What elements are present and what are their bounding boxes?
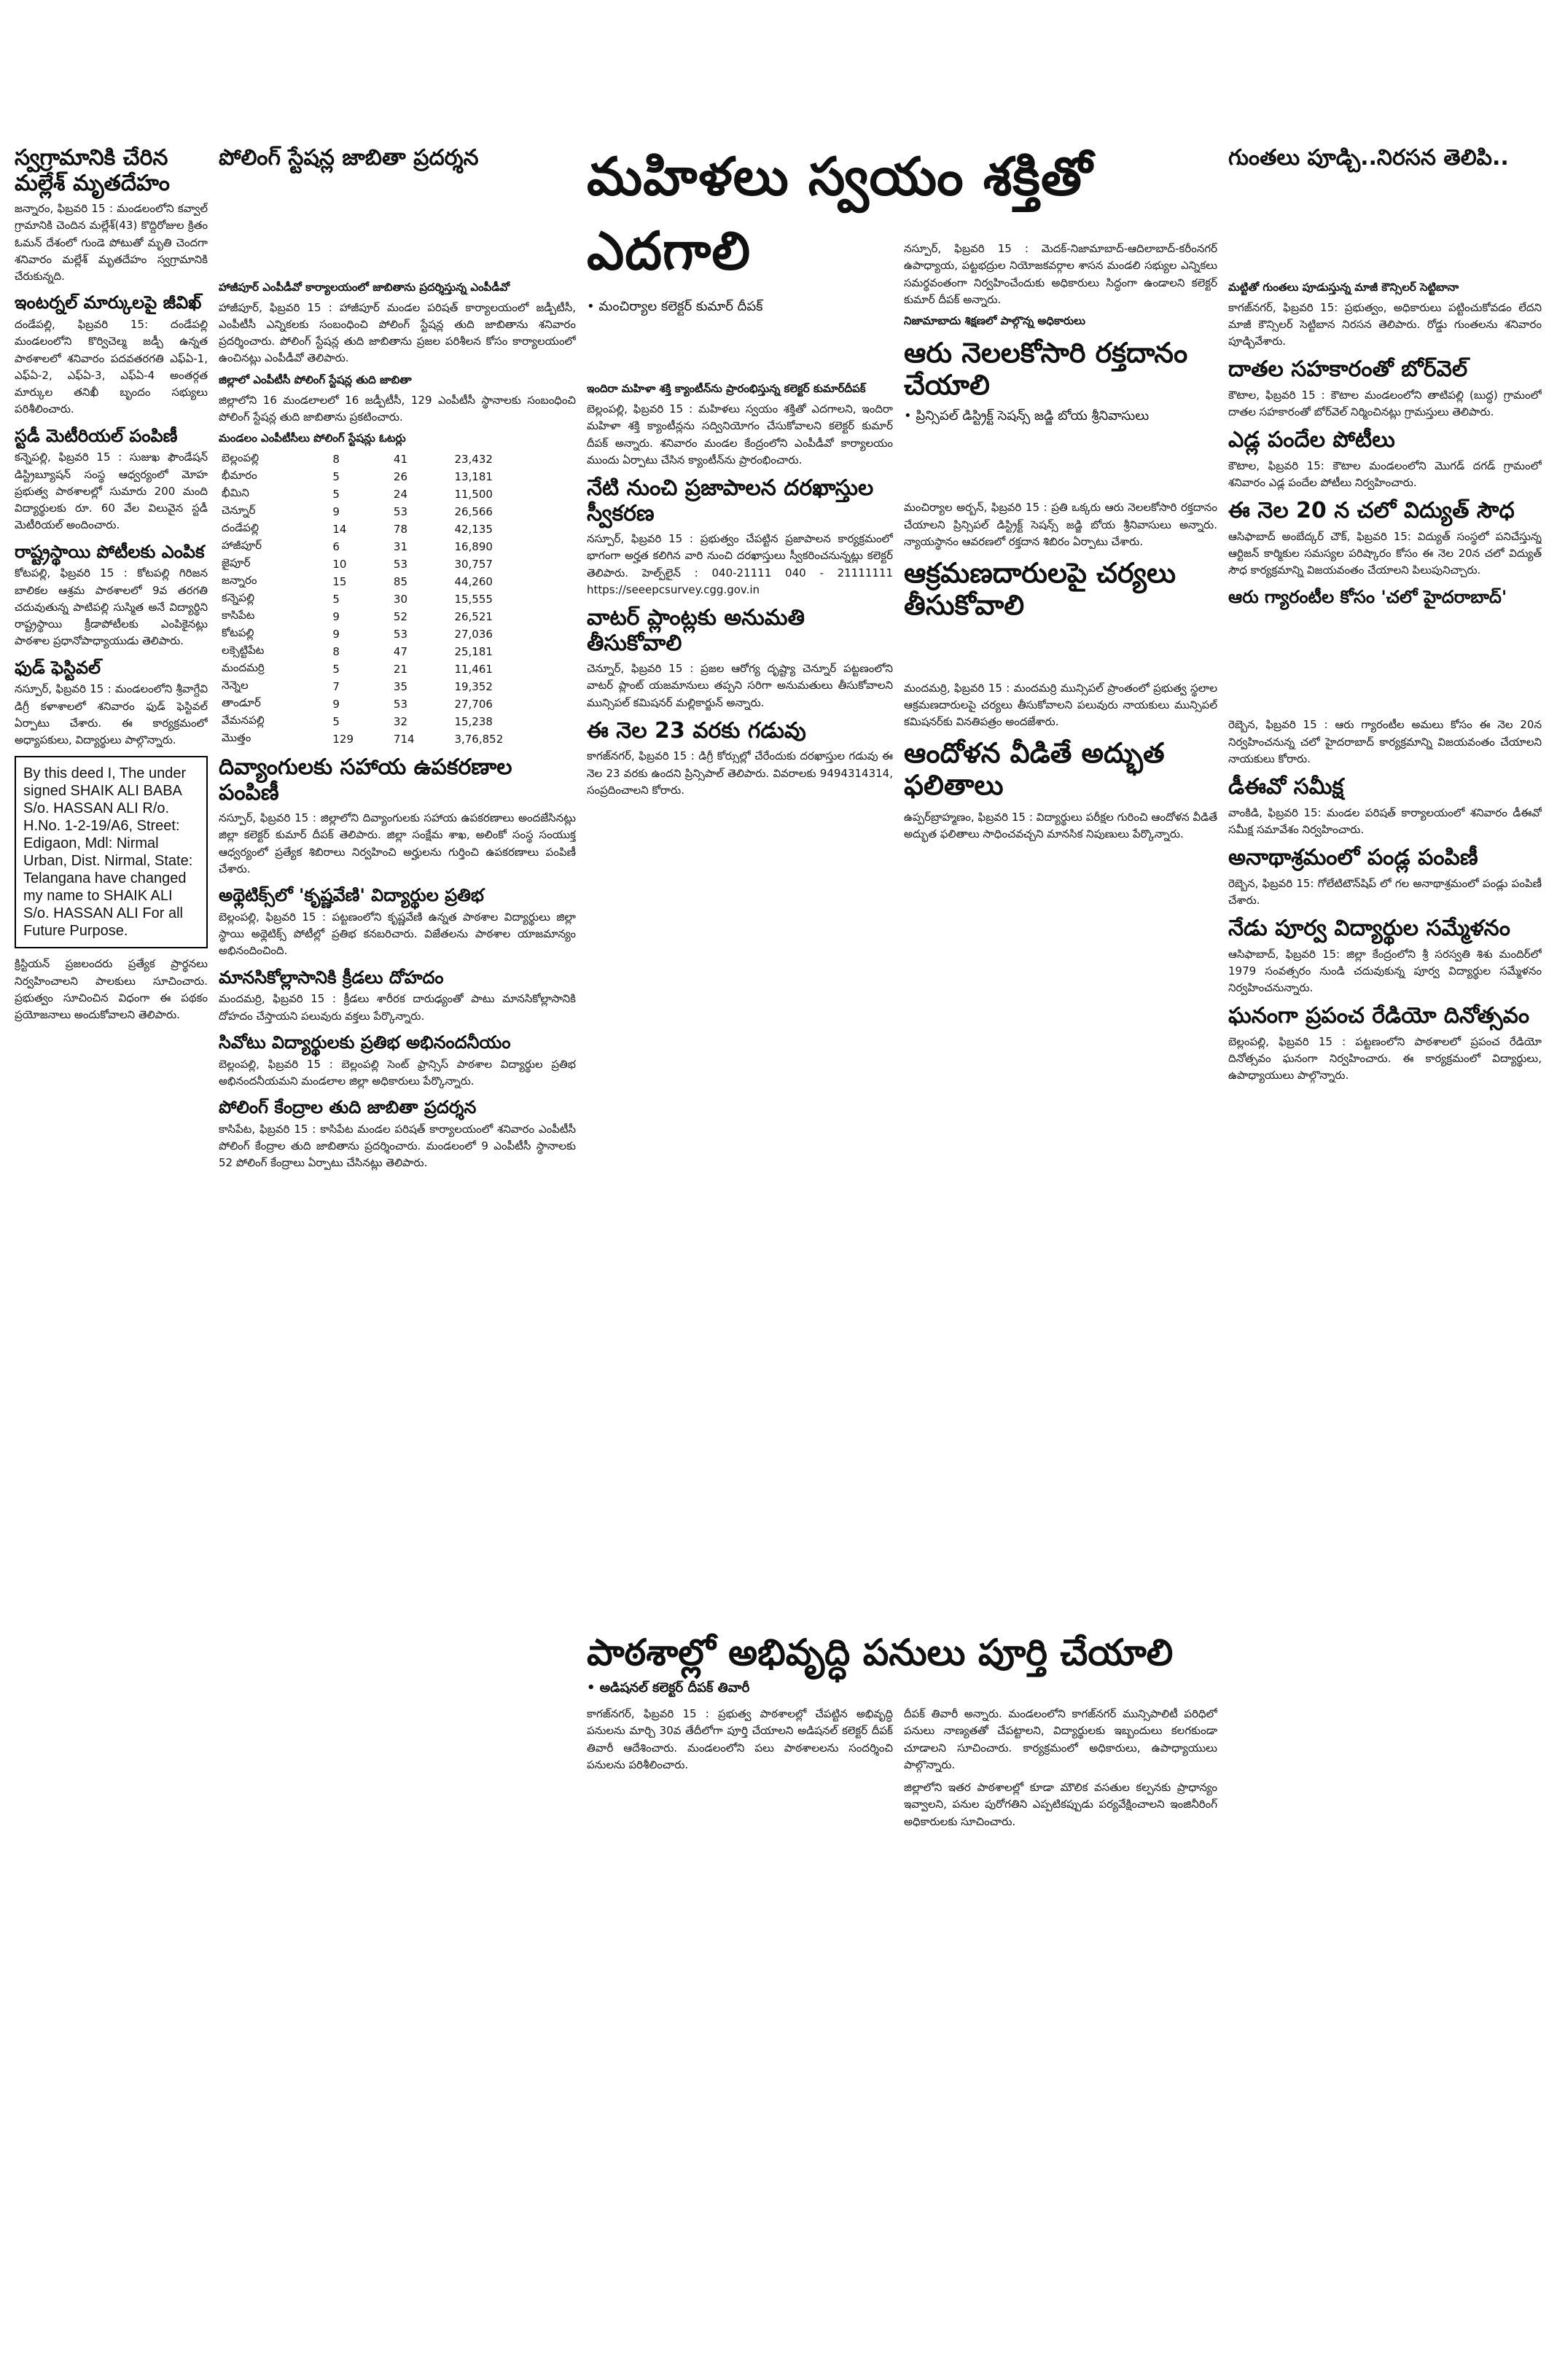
article-text: నస్పూర్, ఫిబ్రవరి 15 : ప్రభుత్వం చేపట్టిన ప్రజాపాలన కార్యక్రమంలో భాగంగా అర్హత కలిగిన వారి నుంచి దరఖాస్తులు స్వీకరించనున్నట్లు కలెక్టర్ తెలిపారు. హెల్ప్‌లైన్ : 040-21111 040 - 21111111 https://seeepcsurvey.cgg.gov.in [587,532,893,596]
lead-byline: • మంచిర్యాల కలెక్టర్ కుమార్ దీపక్ [587,299,763,314]
table-cell: 13,181 [454,470,493,483]
article-text: కాగజ్‌నగర్, ఫిబ్రవరి 15 : ప్రభుత్వ పాఠశాలల్లో చేపట్టిన అభివృద్ధి పనులను మార్చి 30వ తేదీలోగా పూర్తి చేయాలని అడిషనల్ కలెక్టర్ దీపక్ తివారీ ఆదేశించారు. మండలంలోని పలు పాఠశాలలను సందర్శించి పనులను పరిశీలించారు. [587,1707,893,1771]
table-cell: 9 [332,610,340,623]
article-text: దండేపల్లి, ఫిబ్రవరి 15: దండేపల్లి మండలంలోని కొర్విచెల్మ జడ్పీ ఉన్నత పాఠశాలలో శనివారం పదవతరగతి ఎఫ్ఏ-1, ఎఫ్ఏ-2, ఎఫ్ఏ-3, ఎఫ్ఏ-4 అంతర్గత మార్కుల తనిఖీ బృందం సభ్యులు పరిశీలించారు. [15,318,208,416]
headline-orphanage: అనాథాశ్రమంలో పండ్ల పంపిణీ [1228,845,1478,871]
table-cell: 26,521 [454,610,493,623]
article-text: క్రిస్టియన్ ప్రజలందరు ప్రత్యేక ప్రార్థనలు నిర్వహించాలని పాలకులు సూచించారు. ప్రభుత్వం సూచించిన విధంగా ఈ పథకం ప్రయోజనాలు అందుకోవాలని తెలిపారు. [15,957,208,1022]
article-text: బెల్లంపల్లి, ఫిబ్రవరి 15 : బెల్లంపల్లి సెంట్ ఫ్రాన్సిస్ పాఠశాల విద్యార్థుల ప్రతిభ అభినందనీయమని మండలాల జిల్లా అధికారులు పేర్కొన్నారు. [219,1057,576,1088]
table-cell: 27,036 [454,628,493,641]
table-row [219,590,576,608]
name-change-notice: By this deed I, The under signed SHAIK ALI BABA S/o. HASSAN ALI R/o. H.No. 1-2-19/A6, Street: Edigaon, Mdl: Nirmal Urban, Dist. Nirmal, State: Telangana have changed my name to SHAIK ALI S/o. HASSAN ALI For all Future Purpose. [15,756,208,948]
article-text: కన్నెపల్లి, ఫిబ్రవరి 15 : సుజుఖ ఫౌండేషన్ డిస్ట్రిబ్యూషన్ సంస్థ ఆధ్వర్యంలో మోహ ప్రభుత్వ పాఠశాలల్లో సుమారు 200 మంది విద్యార్థులకు రూ. 60 వేల విలువైన స్టడీ మెటీరియల్ అందించారు. [15,450,208,532]
table-row [219,730,576,748]
table-cell: 9 [332,505,340,518]
table-row [219,520,576,538]
table-cell: 53 [393,505,408,518]
table-cell: 129 [332,733,354,746]
table-cell: జన్నారం [222,574,257,587]
headline-vidyut-soudha: ఈ నెల 20 న చలో విద్యుత్ సౌధ [1228,498,1515,524]
article-text: జన్నారం, ఫిబ్రవరి 15 : మండలంలోని కవ్వాల్ గ్రామానికి చెందిన మల్లేశ్(43) కొద్దిరోజుల క్రితం ఓమన్ దేశంలో గుండె పోటుతో మృతి చెందగా శనివారం మల్లేశ్ మృతదేహం స్వగ్రామానికి చేరుకున్నది. [15,202,208,283]
article-text: బెల్లంపల్లి, ఫిబ్రవరి 15 : పట్టణంలోని పాఠశాలలో ప్రపంచ రేడియో దినోత్సవం ఘనంగా నిర్వహించారు. ఈ కార్యక్రమంలో విద్యార్థులు, ఉపాధ్యాయులు పాల్గొన్నారు. [1228,1034,1542,1082]
table-cell: 41 [393,453,408,466]
table-cell: 30 [393,593,408,606]
table-cell: 26,566 [454,505,493,518]
table-row [219,608,576,625]
article-text: మంచిర్యాల అర్బన్, ఫిబ్రవరి 15 : ప్రతి ఒక్కరు ఆరు నెలలకోసారి రక్తదానం చేయాలని ప్రిన్సిపల్ డిస్ట్రిక్ట్ సెషన్స్ జడ్జి బోయ శ్రీనివాసులు అన్నారు. న్యాయస్థానం ఆవరణలో రక్తదాన శిబిరం ఏర్పాటు చేశారు. [904,501,1217,548]
table-row [219,450,576,468]
table-cell: కోటపల్లి [222,626,254,639]
headline-radio-day: ఘనంగా ప్రపంచ రేడియో దినోత్సవం [1228,1003,1530,1029]
table-row [219,643,576,660]
headline-borewell: దాతల సహకారంతో బోర్‌వెల్ [1228,356,1468,383]
article-text: కాసిపేట, ఫిబ్రవరి 15 : కాసిపేట మండల పరిషత్ కార్యాలయంలో శనివారం ఎంపీటీసీ పోలింగ్ కేంద్రాల తుది జాబితాను ప్రదర్శించారు. మండలంలో 9 ఎంపీటీసీ స్థానాలకు 52 పోలింగ్ కేంద్రాలు ఏర్పాటు చేసినట్లు తెలిపారు. [219,1122,576,1170]
table-cell: 9 [332,698,340,711]
table-cell: 8 [332,453,340,466]
headline-blood-donation: ఆరు నెలలకోసారి రక్తదానం చేయాలి [904,337,1188,401]
table-cell: చెన్నూర్ [222,504,256,517]
table-cell: నెన్నెల [222,679,249,692]
article-text: మందమర్రి, ఫిబ్రవరి 15 : మందమర్రి మున్సిపల్ ప్రాంతంలో ప్రభుత్వ స్థలాల ఆక్రమణదారులపై చర్యలు తీసుకోవాలని పలువురు నాయకులు మున్సిపల్ కమిషనర్‌కు వినతిపత్రం అందజేశారు. [904,681,1217,728]
table-cell: దండేపల్లి [222,521,259,534]
table-cell: 3,76,852 [454,733,504,746]
headline-encroachers: ఆక్రమణదారులపై చర్యలు తీసుకోవాలి [904,557,1176,621]
table-cell: తాండూర్ [222,696,261,709]
article-text: బెల్లంపల్లి, ఫిబ్రవరి 15 : మహిళలు స్వయం శక్తితో ఎదగాలని, ఇందిరా మహిళా శక్తి క్యాంటీన్లను సద్వినియోగం చేసుకోవాలని కలెక్టర్ కుమార్ దీపక్ అన్నారు. శనివారం మండల కేంద్రంలోని ఎంపీడీవో కార్యాలయం ముందు ఏర్పాటు చేసిన క్యాంటీన్‌ను ప్రారంభించారు. [587,402,893,467]
table-cell: 8 [332,645,340,658]
headline-polling-final-list: పోలింగ్ కేంద్రాల తుది జాబితా ప్రదర్శన [219,1097,477,1118]
table-cell: 53 [393,628,408,641]
table-row [219,660,576,678]
headline-chalo-hyderabad: ఆరు గ్యారంటీల కోసం 'చలో హైదరాబాద్' [1228,586,1507,607]
headline-sports: మానసికోల్లాసానికి క్రీడలు దోహదం [219,967,444,988]
table-cell: బెల్లంపల్లి [222,451,260,464]
table-cell: 5 [332,593,340,606]
column-5 [1228,138,1542,2358]
headline-students-talent: సివోటు విద్యార్థులకు ప్రతిభ అభినందనీయం [219,1031,511,1053]
table-cell: జైపూర్ [222,556,251,569]
table-cell: 25,181 [454,645,493,658]
headline-polling-stations: పోలింగ్ స్టేషన్ల జాబితా ప్రదర్శన [219,145,479,171]
table-header: మండలం ఎంపీటీసీలు పోలింగ్ స్టేషన్లు ఓటర్లు [219,432,406,445]
table-cell: 5 [332,488,340,501]
photo-caption: మట్టితో గుంతలు పూడుస్తున్న మాజీ కౌన్సిలర్ సెట్టిబానా [1228,280,1459,294]
table-cell: 31 [393,540,408,553]
article-text: నస్పూర్, ఫిబ్రవరి 15 : జిల్లాలోని దివ్యాంగులకు సహాయ ఉపకరణాలు అందజేసినట్లు జిల్లా కలెక్టర్ కుమార్ దీపక్ తెలిపారు. జిల్లా సంక్షేమ శాఖ, అలింకో సంస్థ సంయుక్త ఆధ్వర్యంలో ప్రత్యేక శిబిరాలు నిర్వహించి అర్హులను గుర్తించి ఉపకరణాలు పంపిణీ చేశారు. [219,811,576,875]
wide-story [587,1626,1221,1698]
lead-headline: మహిళలు స్వయం శక్తితో ఎదగాలి [587,146,1093,281]
table-row [219,503,576,520]
table-cell: వేమనపల్లి [222,714,265,727]
wide-story-col-b [904,1706,1217,2358]
table-cell: 27,706 [454,698,493,711]
table-row [219,573,576,590]
headline-bull-race: ఎడ్ల పందేల పోటీలు [1228,427,1395,453]
article-text: కోటపల్లి, ఫిబ్రవరి 15 : కోటపల్లి గిరిజన బాలికల ఆశ్రమ పాఠశాలలో 9వ తరగతి చదువుతున్న పాటిపల్లి సుస్మిత అనే విద్యార్థిని రాష్ట్రస్థాయి క్రీడాపోటీలకు ఎంపికైనట్లు పాఠశాల ప్రధానోపాధ్యాయుడు తెలిపారు. [15,566,208,648]
table-cell: 11,500 [454,488,493,501]
photo-caption: నిజామాబాదు శిక్షణలో పాల్గొన్న అధికారులు [904,314,1085,327]
table-row [219,713,576,730]
table-cell: 10 [332,558,347,571]
table-cell: 15,555 [454,593,493,606]
article-text: చెన్నూర్, ఫిబ్రవరి 15 : ప్రజల ఆరోగ్య దృష్ట్యా చెన్నూర్ పట్టణంలోని వాటర్ ప్లాంట్ యజమానులు తప్పని సరిగా అనుమతులు తీసుకోవాలని మున్సిపల్ కమిషనర్ మల్లికార్జున్ అన్నారు. [587,662,893,709]
table-cell: 14 [332,523,347,536]
table-cell: 7 [332,680,340,693]
table-cell: భీమారం [222,469,257,482]
table-row [219,468,576,485]
article-text: కౌటాల, ఫిబ్రవరి 15: కౌటాల మండలంలోని మొగడ్ దగడ్ గ్రామంలో శనివారం ఎడ్ల పందేల పోటీలు నిర్వహించారు. [1228,459,1542,489]
table-cell: 5 [332,715,340,728]
photo-caption: హాజీపూర్ ఎంపీడీవో కార్యాలయంలో జాబితాను ప్రదర్శిస్తున్న ఎంపీడీవో [219,280,510,294]
column-1 [15,138,208,2358]
table-row [219,555,576,573]
table-cell: 24 [393,488,408,501]
table-cell: హాజీపూర్ [222,539,262,552]
headline-disabled-aids: దివ్యాంగులకు సహాయ ఉపకరణాల పంపిణీ [219,754,512,805]
headline-study-material: స్టడీ మెటీరియల్ పంపిణీ [15,425,178,446]
table-row [219,678,576,695]
headline-anxiety: ఆందోళన వీడితే అద్భుత ఫలితాలు [904,737,1165,801]
wide-byline: • అడిషనల్ కలెక్టర్ దీపక్ తివారీ [587,1680,750,1696]
table-cell: 6 [332,540,340,553]
table-cell: 78 [393,523,408,536]
headline-food-festival: ఫుడ్ ఫెస్టివల్ [15,657,101,678]
table-cell: 53 [393,698,408,711]
column-2 [219,138,576,2358]
table-cell: కన్నెపల్లి [222,591,254,604]
table-cell: 30,757 [454,558,493,571]
table-cell: లక్సెట్టిపేట [222,644,265,657]
table-cell: 23,432 [454,453,493,466]
article-text: వాంకిడి, ఫిబ్రవరి 15: మండల పరిషత్ కార్యాలయంలో శనివారం డీఈవో సమీక్ష సమావేశం నిర్వహించారు. [1228,805,1542,836]
table-cell: 5 [332,470,340,483]
table-cell: మొత్తం [222,731,251,744]
table-cell: 35 [393,680,408,693]
table-cell: 53 [393,558,408,571]
article-text: కాగజ్‌నగర్, ఫిబ్రవరి 15 : డిగ్రీ కోర్సుల్లో చేరేందుకు దరఖాస్తుల గడువు ఈ నెల 23 వరకు ఉందని ప్రిన్సిపాల్ తెలిపారు. వివరాలకు 9494314314, సంప్రదించాలని కోరారు. [587,749,893,797]
table-cell: 85 [393,575,408,588]
polling-station-table [219,450,576,748]
table-cell: 42,135 [454,523,493,536]
headline-state-level: రాష్ట్రస్థాయి పోటీలకు ఎంపిక [15,541,205,562]
table-cell: 11,461 [454,663,493,676]
table-caption: జిల్లాలో ఎంపీటీసీ పోలింగ్ స్టేషన్ల తుది జాబితా [219,372,412,386]
table-cell: 26 [393,470,408,483]
headline-deadline: ఈ నెల 23 వరకు గడువు [587,717,806,744]
headline-internal-marks: ఇంటర్నల్ మార్కులపై జీవిఖ్ [15,292,202,313]
table-row [219,538,576,555]
wide-story-col-a [587,1706,893,2358]
article-text: హాజీపూర్, ఫిబ్రవరి 15 : హాజీపూర్ మండల పరిషత్ కార్యాలయంలో జడ్పీటీసీ, ఎంపీటీసీ ఎన్నికలకు సంబంధించి పోలింగ్ స్టేషన్ల తుది జాబితాను శనివారం ప్రదర్శించారు. పోలింగ్ స్టేషన్ల తుది జాబితాను ప్రజల పరిశీలన కోసం కార్యాలయంలో ఉంచినట్లు ఎంపీడీవో తెలిపారు. [219,300,576,365]
table-cell: మందమర్రి [222,661,265,674]
article-text: నస్పూర్, ఫిబ్రవరి 15 : మెదక్-నిజామాబాద్-ఆదిలాబాద్-కరీంనగర్ ఉపాధ్యాయ, పట్టభద్రుల నియోజకవర్గాల శాసన మండలి సభ్యుల ఎన్నికలు సమర్థవంతంగా నిర్వహించేందుకు అధికారులు సిద్ధంగా ఉండాలని కలెక్టర్ కుమార్ దీపక్ అన్నారు. [904,242,1217,306]
headline-alumni-meet: నేడు పూర్వ విద్యార్థుల సమ్మేళనం [1228,916,1510,942]
headline-deo-review: డీఈవో సమీక్ష [1228,774,1344,800]
article-text: ఆసిఫాబాద్, ఫిబ్రవరి 15: జిల్లా కేంద్రంలోని శ్రీ సరస్వతి శిశు మందిర్‌లో 1979 సంవత్సరం నుండి చదువుకున్న పూర్వ విద్యార్థుల సమ్మేళనం నిర్వహించనున్నారు. [1228,947,1542,995]
headline-school-development: పాఠశాల్లో అభివృద్ధి పనులు పూర్తి చేయాలి [587,1631,1174,1674]
table-cell: 44,260 [454,575,493,588]
table-cell: 47 [393,645,408,658]
article-text: జిల్లాలోని 16 మండలాలలో 16 జడ్పీటీసీ, 129 ఎంపీటీసీ స్థానాలకు సంబంధించి పోలింగ్ స్టేషన్ల తుది జాబితాను ప్రకటించారు. [219,393,576,424]
article-text: బెల్లంపల్లి, ఫిబ్రవరి 15 : పట్టణంలోని కృష్ణవేణి ఉన్నత పాఠశాల విద్యార్థులు జిల్లా స్థాయి అథ్లెటిక్స్ పోటీల్లో ప్రతిభ కనబరిచారు. విజేతలను పాఠశాల యాజమాన్యం అభినందించింది. [219,910,576,958]
headline-athletics: అథ్లెటిక్స్‌లో 'కృష్ణవేణి' విద్యార్థుల ప్రతిభ [219,885,484,905]
headline-water-plants: వాటర్ ప్లాంట్లకు అనుమతి తీసుకోవాలి [587,605,805,656]
table-cell: 714 [393,733,415,746]
table-cell: 19,352 [454,680,493,693]
table-cell: 15 [332,575,347,588]
blood-donation-byline: • ప్రిన్సిపల్ డిస్ట్రిక్ట్ సెషన్స్ జడ్జి బోయ శ్రీనివాసులు [904,408,1150,424]
table-cell: భీమిని [222,486,249,499]
headline-praja-palana: నేటి నుంచి ప్రజాపాలన దరఖాస్తుల స్వీకరణ [587,475,874,526]
article-text: ఉప్పర్‌బ్రాహ్మణం, ఫిబ్రవరి 15 : విద్యార్థులు పరీక్షల గురించి ఆందోళన వీడితే అద్భుత ఫలితాలు సాధించవచ్చని మానసిక నిపుణులు పేర్కొన్నారు. [904,810,1217,840]
photo-caption: ఇందిరా మహిళా శక్తి క్యాంటీన్‌ను ప్రారంభిస్తున్న కలెక్టర్ కుమార్‌దీపక్ [587,382,866,395]
article-text: రెబ్బెన, ఫిబ్రవరి 15 : ఆరు గ్యారంటీల అమలు కోసం ఈ నెల 20న నిర్వహించనున్న చలో హైదరాబాద్ కార్యక్రమాన్ని విజయవంతం చేయాలని నాయకులు కోరారు. [1228,718,1542,765]
table-cell: 16,890 [454,540,493,553]
article-text: జిల్లాలోని ఇతర పాఠశాలల్లో కూడా మౌలిక వసతుల కల్పనకు ప్రాధాన్యం ఇవ్వాలని, పనుల పురోగతిని ఎప్పటికప్పుడు పర్యవేక్షించాలని ఇంజినీరింగ్ అధికారులకు సూచించారు. [904,1781,1217,1828]
article-text: కౌటాల, ఫిబ్రవరి 15 : కౌటాల మండలంలోని తాటిపల్లి (బుద్ధ) గ్రామంలో దాతల సహకారంతో బోర్‌వెల్ నిర్మించినట్లు గ్రామస్తులు తెలిపారు. [1228,388,1542,418]
article-text: మందమర్రి, ఫిబ్రవరి 15 : క్రీడలు శారీరక దారుఢ్యంతో పాటు మానసికోల్లాసానికి దోహదం చేస్తాయని పలువురు వక్తలు పేర్కొన్నారు. [219,992,576,1023]
article-text: ఆసిఫాబాద్ అంబేద్కర్ చౌక్, ఫిబ్రవరి 15: విద్యుత్ సంస్థలో పనిచేస్తున్న ఆర్టిజన్ కార్మికుల సమస్యల పరిష్కారం కోసం ఈ నెల 20న చలో విద్యుత్ సౌధ కార్యక్రమాన్ని విజయవంతం చేయాలని పిలుపునిచ్చారు. [1228,529,1542,577]
table-cell: 5 [332,663,340,676]
table-row [219,485,576,503]
headline-mallesh: స్వగ్రామానికి చేరిన మల్లేశ్ మృతదేహం [15,145,170,196]
headline-potholes: గుంతలు పూడ్చి..నిరసన తెలిపి.. [1228,145,1509,171]
table-row [219,625,576,643]
article-text: రెబ్బెన, ఫిబ్రవరి 15: గోలేటిటౌన్‌షిప్ లో గల అనాథాశ్రమంలో పండ్లు పంపిణీ చేశారు. [1228,876,1542,907]
table-row [219,695,576,713]
article-text: కాగజ్‌నగర్, ఫిబ్రవరి 15: ప్రభుత్వం, అధికారులు పట్టించుకోవడం లేదని మాజీ కౌన్సిలర్ సెట్టిబాన నిరసన తెలిపారు. రోడ్డు గుంతలను శనివారం పూడ్చివేశారు. [1228,300,1542,348]
table-cell: కాసిపేట [222,609,255,622]
article-text: నస్పూర్, ఫిబ్రవరి 15 : మండలంలోని శ్రీవాగ్దేవి డిగ్రీ కళాశాలలో శనివారం ఫుడ్ ఫెస్టివల్ ఏర్పాటు చేశారు. ఈ కార్యక్రమంలో అధ్యాపకులు, విద్యార్థులు పాల్గొన్నారు. [15,682,208,747]
table-cell: 52 [393,610,408,623]
table-cell: 32 [393,715,408,728]
table-cell: 15,238 [454,715,493,728]
table-cell: 21 [393,663,408,676]
article-text: దీపక్ తివారీ అన్నారు. మండలంలోని కాగజ్‌నగర్ మున్సిపాలిటీ పరిధిలో పనులు నాణ్యతతో చేపట్టాలని, విద్యార్థులకు ఇబ్బందులు కలగకుండా చూడాలని సూచించారు. కార్యక్రమంలో అధికారులు, ఉపాధ్యాయులు పాల్గొన్నారు. [904,1707,1217,1771]
table-cell: 9 [332,628,340,641]
